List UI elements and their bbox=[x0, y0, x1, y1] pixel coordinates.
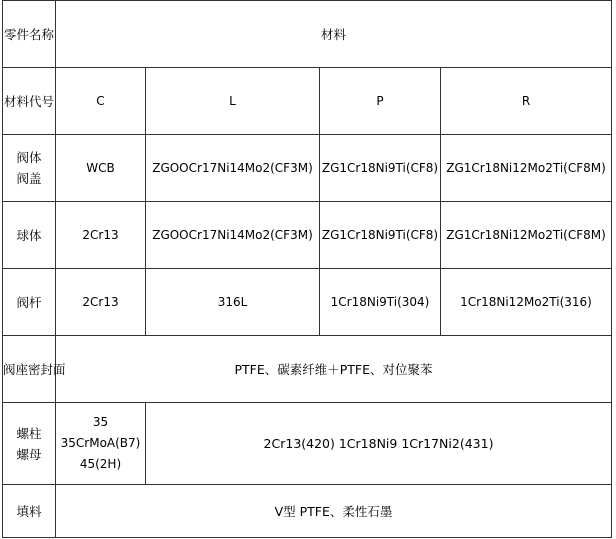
bolt-nut-label bbox=[3, 403, 56, 485]
ball-l: ZGOOCr17Ni14Mo2(CF3M) bbox=[146, 202, 320, 269]
code-c: C bbox=[56, 68, 146, 135]
material-code-label: 材料代号 bbox=[3, 68, 56, 135]
packing-row bbox=[3, 485, 612, 538]
ball-c: 2Cr13 bbox=[56, 202, 146, 269]
body-label: 阀体 bbox=[16, 150, 42, 165]
body-bonnet-r: ZG1Cr18Ni12Mo2Ti(CF8M) bbox=[441, 135, 612, 202]
stem-p: 1Cr18Ni9Ti(304) bbox=[320, 269, 441, 336]
bonnet-label: 阀盖 bbox=[16, 171, 42, 186]
stem-l: 316L bbox=[146, 269, 320, 336]
material-code-row bbox=[3, 68, 612, 135]
body-bonnet-c: WCB bbox=[56, 135, 146, 202]
ball-p: ZG1Cr18Ni9Ti(CF8) bbox=[320, 202, 441, 269]
body-bonnet-p: ZG1Cr18Ni9Ti(CF8) bbox=[320, 135, 441, 202]
material-header: 材料 bbox=[56, 1, 612, 68]
bolt-nut-c bbox=[56, 403, 146, 485]
packing-value: V型 PTFE、柔性石墨 bbox=[56, 485, 612, 538]
code-l: L bbox=[146, 68, 320, 135]
bolt-nut-c-line3: 45(2H) bbox=[79, 457, 122, 471]
body-bonnet-row bbox=[3, 135, 612, 202]
packing-label: 填料 bbox=[3, 485, 56, 538]
bolt-nut-row bbox=[3, 403, 612, 485]
part-name-header: 零件名称 bbox=[3, 1, 56, 68]
body-bonnet-l: ZGOOCr17Ni14Mo2(CF3M) bbox=[146, 135, 320, 202]
seat-value: PTFE、碳素纤维＋PTFE、对位聚苯 bbox=[56, 336, 612, 403]
bolt-nut-c-line2: 35CrMoA(B7) bbox=[60, 436, 141, 450]
body-bonnet-label bbox=[3, 135, 56, 202]
header-row bbox=[3, 1, 612, 68]
bolt-label: 螺柱 bbox=[16, 425, 42, 441]
material-table bbox=[2, 0, 612, 538]
stem-r: 1Cr18Ni12Mo2Ti(316) bbox=[441, 269, 612, 336]
ball-label: 球体 bbox=[3, 202, 56, 269]
seat-label: 阀座密封面 bbox=[3, 336, 56, 403]
bolt-nut-others: 2Cr13(420) 1Cr18Ni9 1Cr17Ni2(431) bbox=[146, 403, 612, 485]
stem-c: 2Cr13 bbox=[56, 269, 146, 336]
code-r: R bbox=[441, 68, 612, 135]
ball-r: ZG1Cr18Ni12Mo2Ti(CF8M) bbox=[441, 202, 612, 269]
bolt-nut-c-line1: 35 bbox=[92, 415, 109, 429]
seat-row bbox=[3, 336, 612, 403]
stem-label: 阀杆 bbox=[3, 269, 56, 336]
stem-row bbox=[3, 269, 612, 336]
code-p: P bbox=[320, 68, 441, 135]
nut-label: 螺母 bbox=[16, 446, 42, 462]
ball-row bbox=[3, 202, 612, 269]
